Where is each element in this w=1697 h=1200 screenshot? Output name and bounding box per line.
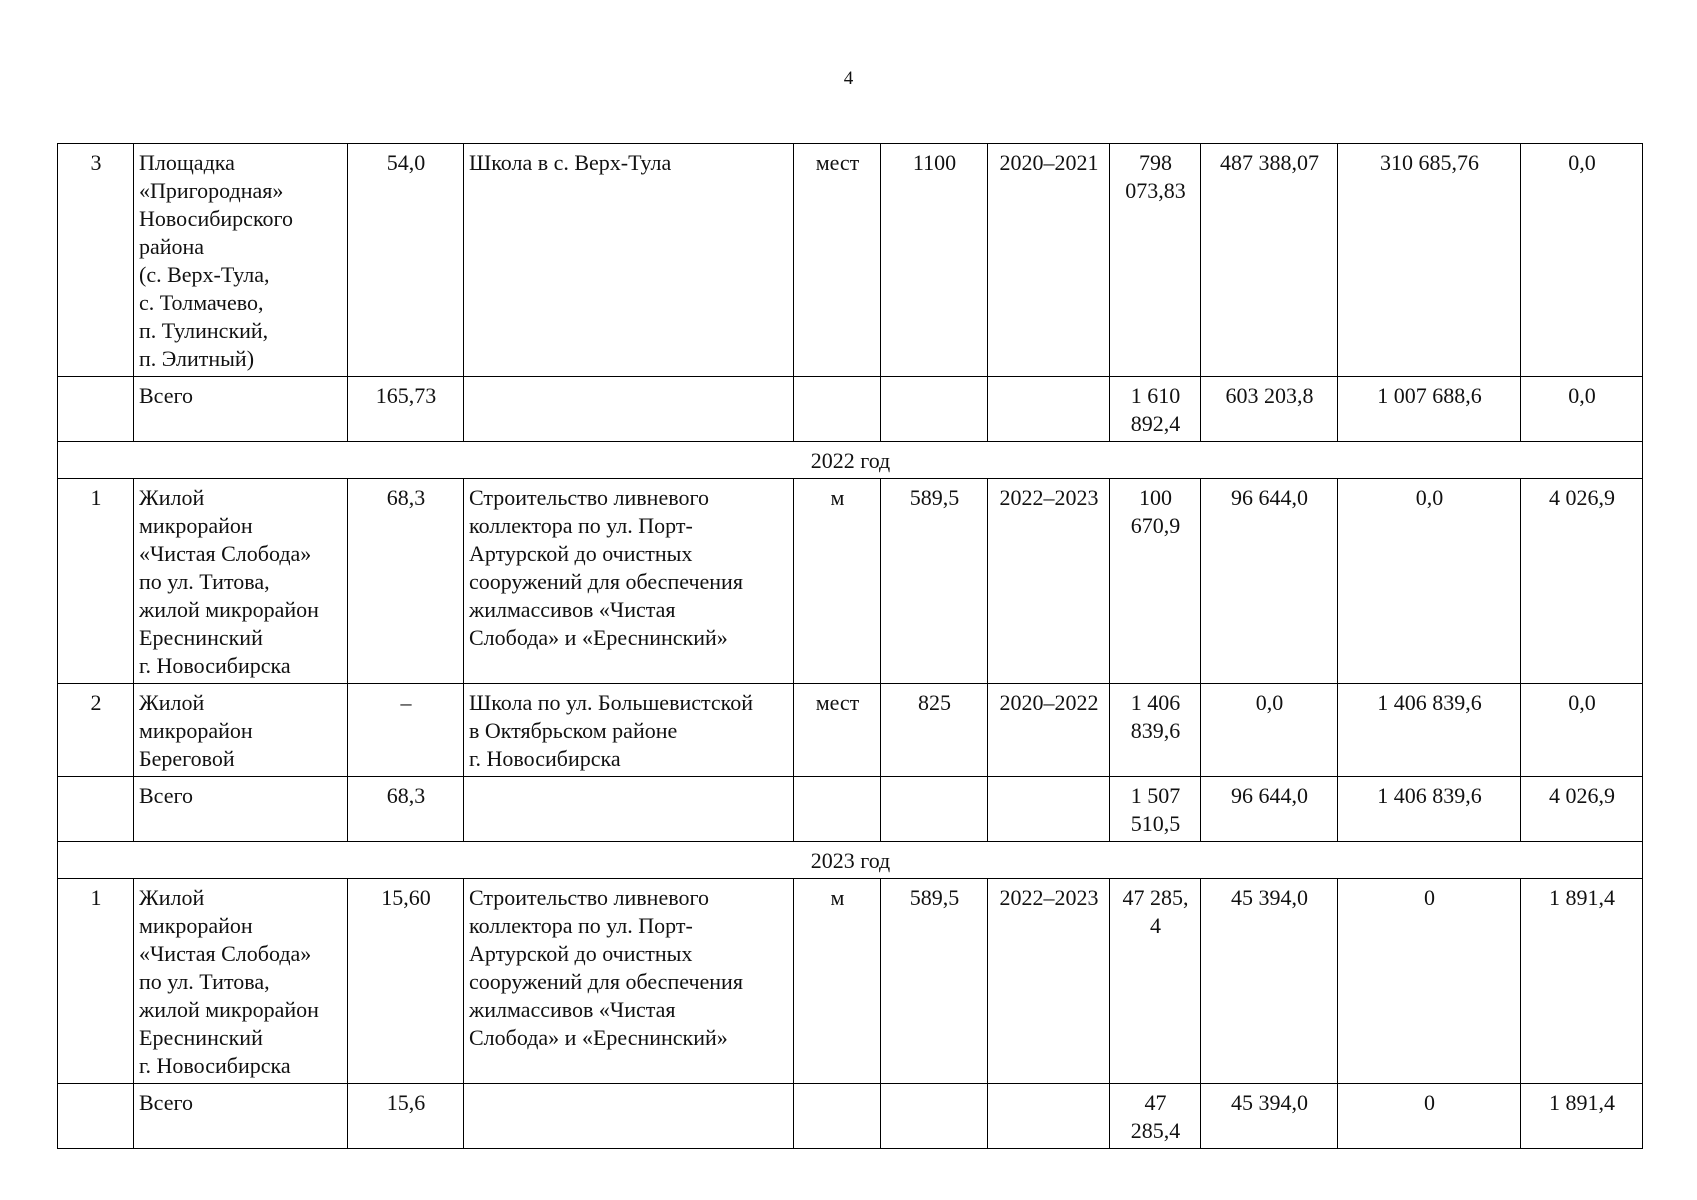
unit-cell	[794, 1084, 881, 1149]
area-cell: 68,3	[348, 479, 464, 684]
cost-source-3-cell: 0,0	[1521, 377, 1643, 442]
year-header-row	[58, 842, 1643, 879]
unit-cell: мест	[794, 144, 881, 377]
unit-cell: мест	[794, 684, 881, 777]
total-cost-cell: 47 285,4	[1110, 1084, 1201, 1149]
total-cost-cell: 1 507 510,5	[1110, 777, 1201, 842]
cost-source-3-cell: 1 891,4	[1521, 1084, 1643, 1149]
period-cell	[988, 777, 1110, 842]
total-cost-cell: 1 406 839,6	[1110, 684, 1201, 777]
period-cell: 2022–2023	[988, 479, 1110, 684]
cost-source-3-cell: 4 026,9	[1521, 479, 1643, 684]
investment-table	[57, 143, 1643, 1149]
table-row	[58, 777, 1643, 842]
row-number-cell	[58, 377, 134, 442]
cost-source-2-cell: 1 406 839,6	[1338, 777, 1521, 842]
cost-source-1-cell: 96 644,0	[1201, 777, 1338, 842]
site-name-cell: Жилой микрорайон «Чистая Слобода» по ул. Титова, жилой микрорайон Ереснинский г. Новосибирска	[134, 479, 348, 684]
object-name-cell	[464, 777, 794, 842]
unit-cell: м	[794, 879, 881, 1084]
period-cell: 2020–2022	[988, 684, 1110, 777]
table-row	[58, 377, 1643, 442]
total-cost-cell: 798 073,83	[1110, 144, 1201, 377]
cost-source-3-cell: 0,0	[1521, 684, 1643, 777]
capacity-cell	[881, 377, 988, 442]
site-name-cell: Всего	[134, 377, 348, 442]
table-row	[58, 1084, 1643, 1149]
area-cell: –	[348, 684, 464, 777]
table-body	[58, 144, 1643, 1149]
area-cell: 15,60	[348, 879, 464, 1084]
capacity-cell: 589,5	[881, 479, 988, 684]
cost-source-1-cell: 45 394,0	[1201, 879, 1338, 1084]
table-row	[58, 479, 1643, 684]
table-row	[58, 684, 1643, 777]
cost-source-1-cell: 0,0	[1201, 684, 1338, 777]
site-name-cell: Всего	[134, 1084, 348, 1149]
year-label: 2022 год	[58, 442, 1643, 479]
period-cell: 2020–2021	[988, 144, 1110, 377]
cost-source-1-cell: 487 388,07	[1201, 144, 1338, 377]
period-cell: 2022–2023	[988, 879, 1110, 1084]
capacity-cell: 589,5	[881, 879, 988, 1084]
object-name-cell	[464, 377, 794, 442]
page-number: 4	[843, 68, 854, 89]
site-name-cell: Площадка «Пригородная» Новосибирского района (с. Верх-Тула, с. Толмачево, п. Тулинский, п. Элитный)	[134, 144, 348, 377]
cost-source-2-cell: 0	[1338, 879, 1521, 1084]
site-name-cell: Всего	[134, 777, 348, 842]
area-cell: 54,0	[348, 144, 464, 377]
object-name-cell: Школа в с. Верх-Тула	[464, 144, 794, 377]
cost-source-1-cell: 603 203,8	[1201, 377, 1338, 442]
area-cell: 15,6	[348, 1084, 464, 1149]
site-name-cell: Жилой микрорайон Береговой	[134, 684, 348, 777]
year-label: 2023 год	[58, 842, 1643, 879]
object-name-cell: Строительство ливневого коллектора по ул. Порт- Артурской до очистных сооружений для обеспечения жилмассивов «Чистая Слобода» и «Ереснинский»	[464, 479, 794, 684]
period-cell	[988, 377, 1110, 442]
cost-source-2-cell: 310 685,76	[1338, 144, 1521, 377]
table-row	[58, 144, 1643, 377]
cost-source-2-cell: 0	[1338, 1084, 1521, 1149]
capacity-cell	[881, 1084, 988, 1149]
capacity-cell: 825	[881, 684, 988, 777]
cost-source-3-cell: 0,0	[1521, 144, 1643, 377]
cost-source-2-cell: 1 007 688,6	[1338, 377, 1521, 442]
year-header-row	[58, 442, 1643, 479]
row-number-cell: 1	[58, 479, 134, 684]
unit-cell	[794, 377, 881, 442]
object-name-cell	[464, 1084, 794, 1149]
row-number-cell: 3	[58, 144, 134, 377]
object-name-cell: Школа по ул. Большевистской в Октябрьском районе г. Новосибирска	[464, 684, 794, 777]
unit-cell: м	[794, 479, 881, 684]
row-number-cell	[58, 777, 134, 842]
table-row	[58, 879, 1643, 1084]
total-cost-cell: 1 610 892,4	[1110, 377, 1201, 442]
area-cell: 68,3	[348, 777, 464, 842]
cost-source-3-cell: 4 026,9	[1521, 777, 1643, 842]
cost-source-2-cell: 0,0	[1338, 479, 1521, 684]
row-number-cell: 2	[58, 684, 134, 777]
row-number-cell: 1	[58, 879, 134, 1084]
row-number-cell	[58, 1084, 134, 1149]
total-cost-cell: 47 285, 4	[1110, 879, 1201, 1084]
object-name-cell: Строительство ливневого коллектора по ул. Порт- Артурской до очистных сооружений для обеспечения жилмассивов «Чистая Слобода» и «Ереснинский»	[464, 879, 794, 1084]
capacity-cell	[881, 777, 988, 842]
site-name-cell: Жилой микрорайон «Чистая Слобода» по ул. Титова, жилой микрорайон Ереснинский г. Новосибирска	[134, 879, 348, 1084]
unit-cell	[794, 777, 881, 842]
cost-source-1-cell: 96 644,0	[1201, 479, 1338, 684]
cost-source-3-cell: 1 891,4	[1521, 879, 1643, 1084]
cost-source-1-cell: 45 394,0	[1201, 1084, 1338, 1149]
capacity-cell: 1100	[881, 144, 988, 377]
total-cost-cell: 100 670,9	[1110, 479, 1201, 684]
period-cell	[988, 1084, 1110, 1149]
cost-source-2-cell: 1 406 839,6	[1338, 684, 1521, 777]
area-cell: 165,73	[348, 377, 464, 442]
